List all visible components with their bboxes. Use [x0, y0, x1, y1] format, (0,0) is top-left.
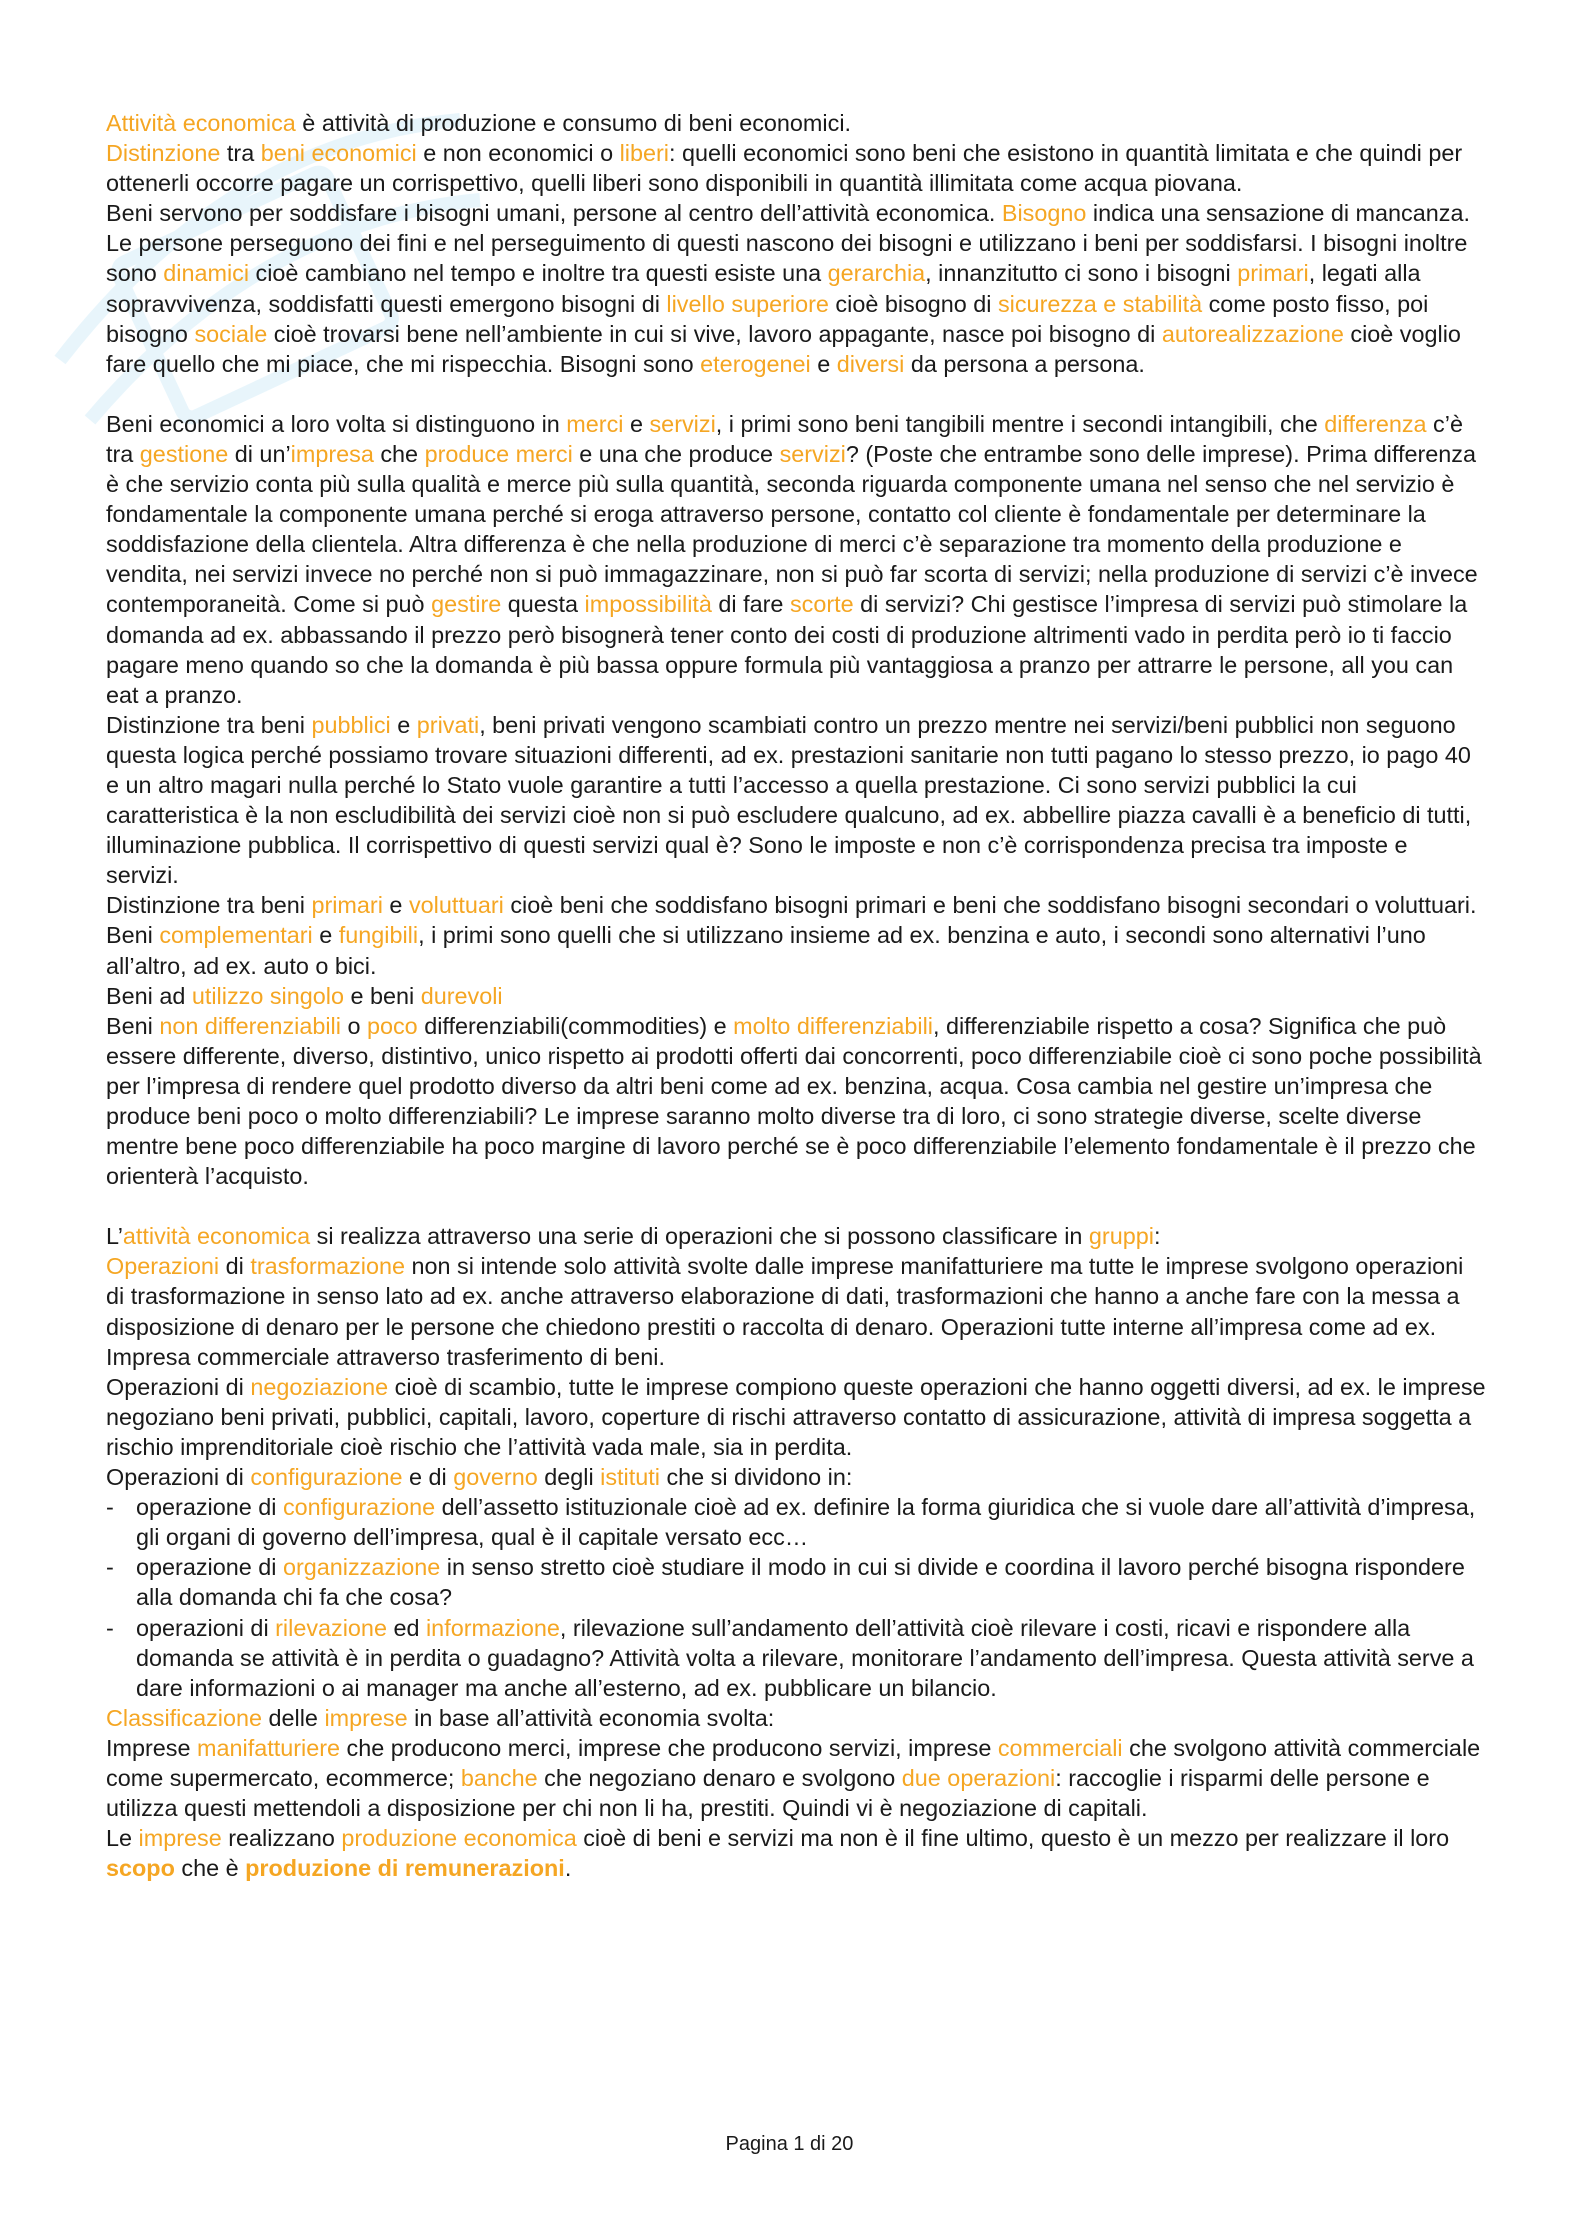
- highlighted-term: governo: [453, 1464, 538, 1491]
- text-run: Operazioni di: [106, 1373, 251, 1400]
- text-run: e: [623, 410, 650, 437]
- text-run: che svolgono attività commerciale come supermercato, ecommerce;: [106, 1734, 1481, 1791]
- text-run: Operazioni di: [106, 1464, 251, 1491]
- paragraph: [106, 138, 1486, 198]
- text-run: c’è tra: [106, 410, 1463, 467]
- text-run: Distinzione tra beni: [106, 711, 312, 738]
- bullet-text: [136, 1613, 1486, 1703]
- highlighted-term: pubblici: [311, 711, 391, 738]
- text-run: di: [219, 1253, 251, 1280]
- highlighted-term: beni economici: [260, 140, 417, 167]
- highlighted-term: gerarchia: [827, 260, 926, 287]
- highlighted-term: non differenziabili: [159, 1012, 341, 1039]
- text-run: Le: [106, 1825, 139, 1852]
- text-run: questa: [501, 591, 585, 618]
- highlighted-term: Operazioni: [106, 1253, 220, 1280]
- text-run: che: [373, 440, 425, 467]
- highlighted-term: commerciali: [997, 1734, 1123, 1761]
- bullet-item: [106, 1492, 1486, 1552]
- paragraph: [106, 409, 1486, 710]
- text-run: si realizza attraverso una serie di operazioni che si possono classificare in: [310, 1223, 1089, 1250]
- text-run: cioè trovarsi bene nell’ambiente in cui si vive, lavoro appagante, nasce poi bisogno di: [267, 320, 1162, 347]
- text-run: : raccoglie i risparmi delle persone e utilizza questi mettendoli a disposizione per chi non li ha, prestiti. Quindi vi è negoziazione di capitali.: [106, 1764, 1430, 1822]
- text-run: ? (Poste che entrambe sono delle imprese). Prima differenza è che servizio conta più sulla qualità e merce più sulla quantità, seconda riguarda componente umana nel senso che nel servizio è fondamentale la componente umana perché si eroga attraverso persone, contatto col cliente è fondamentale per determinare la soddisfazione della clientela. Altra differenza è che nella produzione di merci c’è separazione tra momento della produzione e vendita, nei servizi invece no perché non si può immagazzinare, non si può far scorta di servizi; nella produzione di servizi c’è invece contemporaneità. Come si può: [106, 440, 1478, 618]
- page-number: Pagina 1 di 20: [725, 2133, 854, 2155]
- text-run: in base all’attività economia svolta:: [407, 1704, 775, 1731]
- bullet-dash: -: [106, 1494, 114, 1521]
- bullet-text: [136, 1552, 1486, 1612]
- paragraph: [106, 1823, 1486, 1883]
- text-run: in senso stretto cioè studiare il modo in cui si divide e coordina il lavoro perché bisogna rispondere alla domanda chi fa che cosa?: [136, 1554, 1465, 1611]
- text-run: , i primi sono beni tangibili mentre i secondi intangibili, che: [715, 410, 1325, 437]
- highlighted-term: rilevazione: [275, 1614, 387, 1641]
- text-run: degli: [537, 1464, 601, 1491]
- text-run: cioè di scambio, tutte le imprese compiono queste operazioni che hanno oggetti diversi, ad ex. le imprese negoziano beni privati, pubblici, capitali, lavoro, coperture di rischi attraverso contatto di assicurazione, attività di impresa soggetta a rischio imprenditoriale cioè rischio che l’attività vada male, sia in perdita.: [106, 1373, 1486, 1460]
- paragraph: [106, 981, 1486, 1011]
- text-run: di servizi? Chi gestisce l’impresa di servizi può stimolare la domanda ad ex. abbassando il prezzo però bisognerà tener conto dei costi di produzione altrimenti vado in perdita però io ti faccio pagare meno quando so che la domanda è più bassa oppure formula più vantaggiosa a pranzo per attrarre le persone, all you can eat a pranzo.: [106, 591, 1468, 708]
- text-run: Beni ad: [106, 982, 192, 1009]
- text-run: che si dividono in:: [659, 1464, 853, 1491]
- highlighted-term: imprese: [324, 1704, 408, 1731]
- highlighted-term: primari: [1237, 260, 1309, 287]
- text-run: operazioni di: [136, 1614, 276, 1641]
- text-run: L’: [106, 1223, 123, 1250]
- text-run: cioè di beni e servizi ma non è il fine ultimo, questo è un mezzo per realizzare il loro: [576, 1825, 1450, 1852]
- text-run: , differenziabile rispetto a cosa? Significa che può essere differente, diverso, distintivo, unico rispetto ai prodotti offerti dai concorrenti, poco differenziabile cioè ci sono poche possibilità per l’impresa di rendere quel prodotto diverso da altri beni come ad ex. benzina, acqua. Cosa cambia nel gestire un’impresa che produce beni poco o molto differenziabili? Le imprese saranno molto diverse tra di loro, ci sono strategie diverse, scelte diverse mentre bene poco differenziabile ha poco margine di lavoro perché se è poco differenziabile l’elemento fondamentale è il prezzo che orienterà l’acquisto.: [106, 1012, 1482, 1190]
- highlighted-term: impresa: [290, 440, 374, 467]
- text-run: , beni privati vengono scambiati contro un prezzo mentre nei servizi/beni pubblici non seguono questa logica perché possiamo trovare situazioni differenti, ad ex. prestazioni sanitarie non tutti pagano lo stesso prezzo, io pago 40 e un altro magari nulla perché lo Stato vuole garantire a tutti l’accesso a quella prestazione. Ci sono servizi pubblici la cui caratteristica è la non escludibilità dei servizi cioè non si può escludere qualcuno, ad ex. abbellire piazza cavalli è a beneficio di tutti, illuminazione pubblica. Il corrispettivo di questi servizi qual è? Sono le imposte e non c’è corrispondenza precisa tra imposte e servizi.: [106, 711, 1472, 889]
- text-run: e non economici o: [416, 140, 620, 167]
- highlighted-term: banche: [460, 1764, 538, 1791]
- bullet-text: [136, 1492, 1486, 1552]
- bullet-dash: -: [106, 1554, 114, 1581]
- text-run: Imprese: [106, 1734, 197, 1761]
- text-run: cioè beni che soddisfano bisogni primari e beni che soddisfano bisogni secondari o voluttuari.: [503, 892, 1477, 919]
- paragraph: [106, 108, 1486, 138]
- text-run: e: [312, 922, 339, 949]
- bullet-dash: -: [106, 1614, 114, 1641]
- text-run: che producono merci, imprese che producono servizi, imprese: [340, 1734, 998, 1761]
- highlighted-term: merci: [566, 410, 624, 437]
- highlighted-term: scorte: [789, 591, 854, 618]
- highlighted-term: produzione economica: [341, 1825, 577, 1852]
- paragraph: [106, 1372, 1486, 1462]
- document-body: [106, 108, 1486, 1883]
- highlighted-term: sicurezza e stabilità: [997, 290, 1203, 317]
- text-run: da persona a persona.: [904, 350, 1145, 377]
- highlighted-term: gruppi: [1088, 1223, 1154, 1250]
- highlighted-term: negoziazione: [250, 1373, 389, 1400]
- text-run: o: [340, 1012, 367, 1039]
- paragraph: [106, 1733, 1486, 1823]
- text-run: Beni economici a loro volta si distinguono in: [106, 410, 567, 437]
- text-run: Beni servono per soddisfare i bisogni umani, persone al centro dell’attività economica.: [106, 200, 1002, 227]
- highlighted-term: voluttuari: [408, 892, 504, 919]
- highlighted-term: servizi: [649, 410, 716, 437]
- paragraph: [106, 1251, 1486, 1371]
- highlighted-term: durevoli: [420, 982, 503, 1009]
- highlighted-term: due operazioni: [901, 1764, 1056, 1791]
- text-run: realizzano: [221, 1825, 342, 1852]
- text-run: e: [390, 711, 417, 738]
- highlighted-term: trasformazione: [250, 1253, 406, 1280]
- text-run: delle: [262, 1704, 325, 1731]
- highlighted-term: fungibili: [338, 922, 419, 949]
- text-run: che negoziano denaro e svolgono: [537, 1764, 902, 1791]
- text-run: è attività di produzione e consumo di beni economici.: [295, 110, 852, 136]
- text-run: e: [810, 350, 837, 377]
- text-run: .: [564, 1855, 572, 1882]
- highlighted-term: gestione: [139, 440, 229, 467]
- highlighted-term: organizzazione: [282, 1554, 441, 1581]
- highlighted-term: diversi: [836, 350, 905, 377]
- highlighted-term: Bisogno: [1001, 200, 1087, 227]
- text-run: : quelli economici sono beni che esistono in quantità limitata e che quindi per ottenerli occorre pagare un corrispettivo, quelli liberi sono disponibili in quantità illimitata come acqua piovana.: [106, 140, 1463, 197]
- text-run: che è: [174, 1855, 246, 1882]
- text-run: di fare: [711, 591, 790, 618]
- paragraph: [106, 198, 1486, 379]
- paragraph: [106, 920, 1486, 980]
- highlighted-term: primari: [311, 892, 383, 919]
- text-run: Distinzione tra beni: [106, 892, 312, 919]
- highlighted-term: differenza: [1324, 410, 1427, 437]
- highlighted-term: sociale: [194, 320, 268, 347]
- text-run: , i primi sono quelli che si utilizzano insieme ad ex. benzina e auto, i secondi sono alternativi l’uno all’altro, ad ex. auto o bici.: [106, 922, 1426, 979]
- text-run: non si intende solo attività svolte dalle imprese manifatturiere ma tutte le imprese svolgono operazioni di trasformazione in senso lato ad ex. anche attraverso elaborazione di dati, trasformazioni che hanno a anche fare con la messa a disposizione di denaro per le persone che chiedono prestiti o raccolta di denaro. Operazioni tutte interne all’impresa come ad ex. Impresa commerciale attraverso trasferimento di beni.: [106, 1253, 1464, 1370]
- text-run: indica una sensazione di mancanza. Le persone perseguono dei fini e nel perseguimento di questi nascono dei bisogni e utilizzano i beni per soddisfarsi. I bisogni inoltre sono: [106, 200, 1470, 287]
- highlighted-key-term: produzione di remunerazioni: [245, 1855, 565, 1882]
- text-run: differenziabili(commodities) e: [417, 1012, 734, 1039]
- highlighted-term: imprese: [138, 1825, 222, 1852]
- text-run: Beni: [106, 1012, 160, 1039]
- text-run: di un’: [228, 440, 291, 467]
- highlighted-term: configurazione: [282, 1494, 436, 1521]
- highlighted-term: Classificazione: [106, 1704, 263, 1731]
- highlighted-term: manifatturiere: [197, 1734, 341, 1761]
- highlighted-term: Distinzione: [106, 140, 221, 167]
- text-run: cioè voglio fare quello che mi piace, che mi rispecchia. Bisogni sono: [106, 320, 1461, 377]
- highlighted-term: liberi: [619, 140, 669, 167]
- paragraph: [106, 1011, 1486, 1192]
- text-run: e: [382, 892, 409, 919]
- text-run: operazione di: [136, 1494, 283, 1521]
- highlighted-term: dinamici: [163, 260, 250, 287]
- text-run: , rilevazione sull’andamento dell’attività cioè rilevare i costi, ricavi e rispondere alla domanda se attività è in perdita o guadagno? Attività volta a rilevare, monitorare l’andamento dell’impresa. Questa attività serve a dare informazioni o ai manager ma anche all’esterno, ad ex. pubblicare un bilancio.: [136, 1614, 1474, 1701]
- highlighted-term: utilizzo singolo: [191, 982, 344, 1009]
- text-run: e una che produce: [572, 440, 780, 467]
- highlighted-term: gestire: [431, 591, 502, 618]
- paragraph: [106, 890, 1486, 920]
- text-run: e beni: [343, 982, 421, 1009]
- highlighted-term: molto differenziabili: [733, 1012, 933, 1039]
- highlighted-term: attività economica: [122, 1223, 311, 1250]
- text-run: e di: [402, 1464, 454, 1491]
- text-run: cioè cambiano nel tempo e inoltre tra questi esiste una: [249, 260, 828, 287]
- text-run: cioè bisogno di: [828, 290, 998, 317]
- text-run: dell’assetto istituzionale cioè ad ex. definire la forma giuridica che si vuole dare all’attività d’impresa, gli organi di governo dell’impresa, qual è il capitale versato ecc…: [136, 1494, 1476, 1551]
- bullet-item: [106, 1613, 1486, 1703]
- highlighted-term: istituti: [600, 1464, 660, 1491]
- highlighted-term: Attività economica: [106, 110, 296, 136]
- bullet-item: [106, 1552, 1486, 1612]
- highlighted-term: livello superiore: [666, 290, 829, 317]
- highlighted-term: complementari: [159, 922, 313, 949]
- text-run: :: [1153, 1223, 1161, 1250]
- highlighted-term: configurazione: [250, 1464, 403, 1491]
- text-run: , legati alla sopravvivenza, soddisfatti questi emergono bisogni di: [106, 260, 1421, 317]
- highlighted-term: servizi: [779, 440, 846, 467]
- paragraph: [106, 710, 1486, 891]
- highlighted-term: produce merci: [424, 440, 573, 467]
- paragraph: [106, 1221, 1486, 1251]
- text-run: , innanzitutto ci sono i bisogni: [925, 260, 1238, 287]
- text-run: come posto fisso, poi bisogno: [106, 290, 1429, 347]
- text-run: tra: [220, 140, 261, 167]
- text-run: ed: [386, 1614, 426, 1641]
- highlighted-key-term: scopo: [106, 1855, 175, 1882]
- paragraph: [106, 1703, 1486, 1733]
- highlighted-term: impossibilità: [584, 591, 712, 618]
- text-run: Beni: [106, 922, 160, 949]
- highlighted-term: poco: [366, 1012, 418, 1039]
- highlighted-term: informazione: [425, 1614, 560, 1641]
- paragraph: [106, 1462, 1486, 1492]
- text-run: operazione di: [136, 1554, 283, 1581]
- highlighted-term: autorealizzazione: [1161, 320, 1344, 347]
- highlighted-term: eterogenei: [700, 350, 811, 377]
- highlighted-term: privati: [416, 711, 480, 738]
